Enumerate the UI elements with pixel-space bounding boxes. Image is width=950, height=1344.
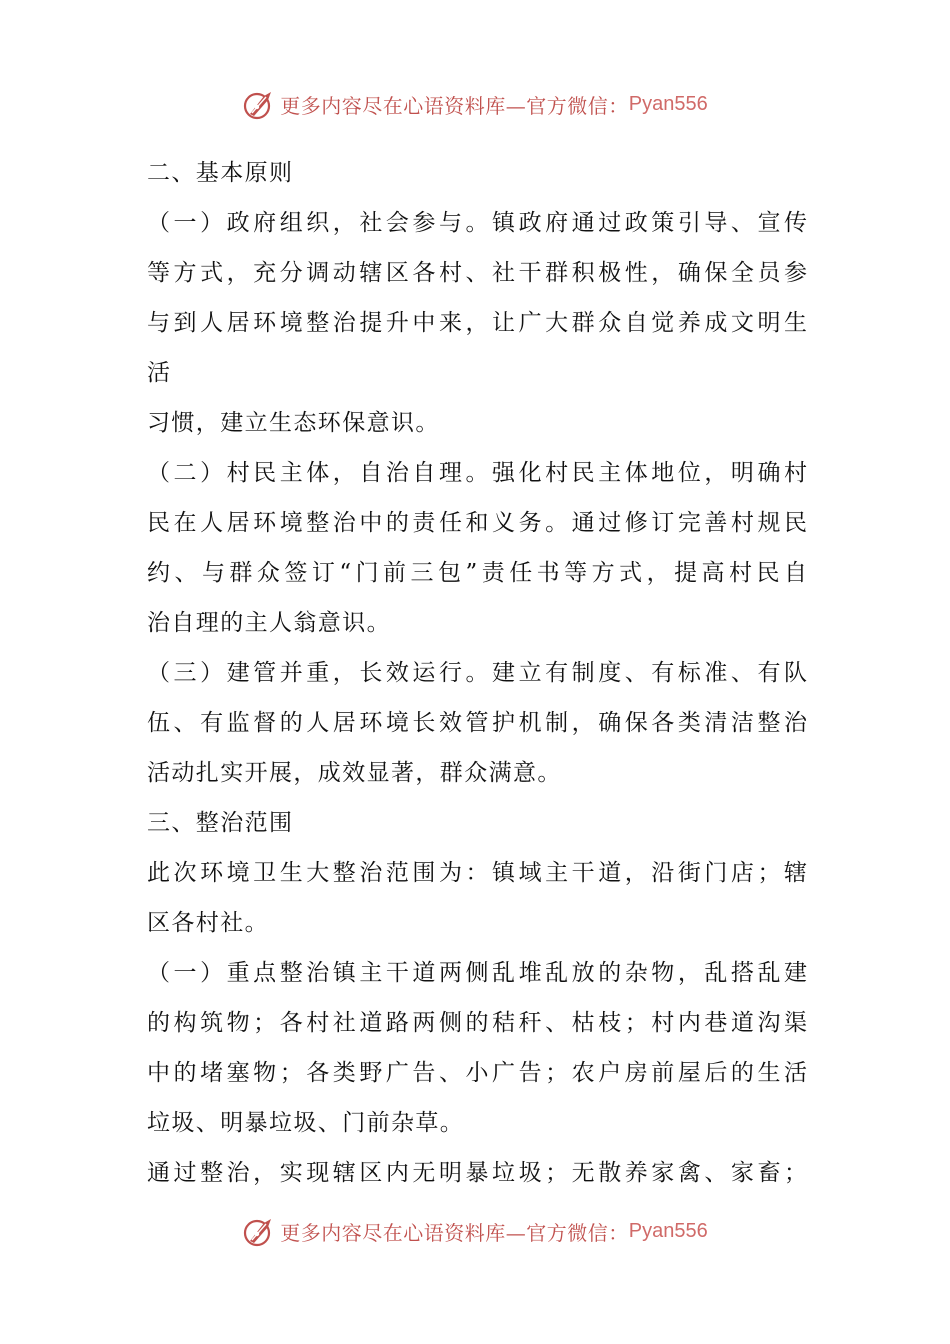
text-line: 等方式，充分调动辖区各村、社干群积极性，确保全员参 <box>147 260 807 286</box>
pen-nib-icon <box>242 87 276 121</box>
text-line: 治自理的主人翁意识。 <box>147 610 391 636</box>
text-line: 垃圾、明暴垃圾、门前杂草。 <box>147 1110 465 1136</box>
watermark-text: 更多内容尽在心语资料库—官方微信： <box>280 1220 629 1245</box>
watermark-wechat-id: Pyan556 <box>628 1219 708 1242</box>
text-line: 活动扎实开展，成效显著，群众满意。 <box>147 760 562 786</box>
text-line: （一）政府组织，社会参与。镇政府通过政策引导、宣传 <box>147 210 807 236</box>
text-line: 区各村社。 <box>147 910 269 936</box>
header-watermark <box>0 82 950 126</box>
text-line: 三、整治范围 <box>147 810 294 836</box>
text-line: 活 <box>147 360 172 386</box>
text-line: 二、基本原则 <box>147 160 294 186</box>
text-line: （三）建管并重，长效运行。建立有制度、有标准、有队 <box>147 660 807 686</box>
text-line: 的构筑物；各村社道路两侧的秸秆、枯枝；村内巷道沟渠 <box>147 1010 807 1036</box>
text-line: 与到人居环境整治提升中来，让广大群众自觉养成文明生 <box>147 310 807 336</box>
text-line: 伍、有监督的人居环境长效管护机制，确保各类清洁整治 <box>147 710 807 736</box>
watermark-text: 更多内容尽在心语资料库—官方微信： <box>280 93 629 118</box>
footer-watermark <box>0 1209 950 1253</box>
text-line: 中的堵塞物；各类野广告、小广告；农户房前屋后的生活 <box>147 1060 807 1086</box>
document-body <box>147 148 807 1198</box>
watermark-wechat-id: Pyan556 <box>628 92 708 115</box>
text-line: 通过整治，实现辖区内无明暴垃圾；无散养家禽、家畜； <box>147 1160 807 1186</box>
text-line: （二）村民主体，自治自理。强化村民主体地位，明确村 <box>147 460 807 486</box>
pen-nib-icon <box>242 1214 276 1248</box>
text-line: 民在人居环境整治中的责任和义务。通过修订完善村规民 <box>147 510 807 536</box>
text-line: 此次环境卫生大整治范围为：镇域主干道，沿街门店；辖 <box>147 860 807 886</box>
text-line: （一）重点整治镇主干道两侧乱堆乱放的杂物，乱搭乱建 <box>147 960 807 986</box>
text-line: 约、与群众签订“门前三包”责任书等方式，提高村民自 <box>147 560 807 586</box>
text-line: 习惯，建立生态环保意识。 <box>147 410 440 436</box>
